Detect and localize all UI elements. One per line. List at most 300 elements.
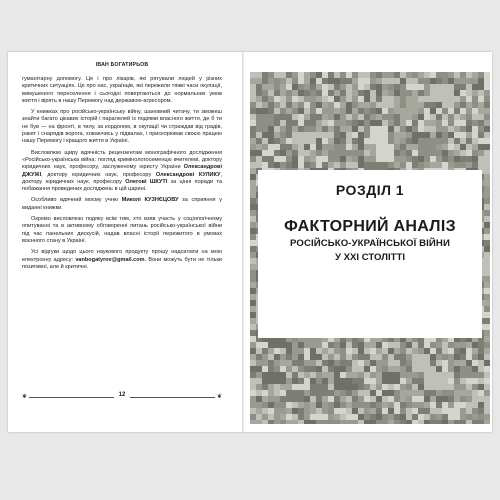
camo-pixel xyxy=(472,366,478,372)
camo-pixel xyxy=(442,114,448,120)
camo-pixel xyxy=(424,90,430,96)
camo-pixel xyxy=(454,126,460,132)
camo-pixel xyxy=(448,78,454,84)
camo-pixel xyxy=(352,108,358,114)
camo-pixel xyxy=(250,168,256,174)
paragraph-text: за сприяння у виданні книжки. xyxy=(22,197,222,211)
camo-pixel xyxy=(304,354,310,360)
camo-pixel xyxy=(358,72,364,78)
camo-pixel xyxy=(280,126,286,132)
camo-pixel xyxy=(304,420,310,424)
camo-pixel xyxy=(340,348,346,354)
camo-pixel xyxy=(370,402,376,408)
camo-pixel xyxy=(316,408,322,414)
camo-pixel xyxy=(388,162,394,168)
camo-pixel xyxy=(460,102,466,108)
camo-pixel xyxy=(484,234,490,240)
camo-pixel xyxy=(358,78,364,84)
camo-pixel xyxy=(286,126,292,132)
camo-pixel xyxy=(304,114,310,120)
camo-pixel xyxy=(448,348,454,354)
camo-pixel xyxy=(382,414,388,420)
camo-pixel xyxy=(400,366,406,372)
camo-pixel xyxy=(250,342,256,348)
camo-pixel xyxy=(472,132,478,138)
camo-blob xyxy=(310,384,328,396)
camo-pixel xyxy=(250,150,256,156)
camo-pixel xyxy=(364,150,370,156)
camo-pixel xyxy=(274,144,280,150)
camo-pixel xyxy=(436,114,442,120)
camo-pixel xyxy=(442,402,448,408)
camo-pixel xyxy=(322,126,328,132)
camo-pixel xyxy=(400,78,406,84)
camo-pixel xyxy=(298,102,304,108)
camo-pixel xyxy=(394,348,400,354)
camo-pixel xyxy=(262,402,268,408)
camo-pixel xyxy=(292,150,298,156)
camo-pixel xyxy=(262,384,268,390)
camo-pixel xyxy=(460,162,466,168)
camo-pixel xyxy=(412,126,418,132)
camo-pixel xyxy=(352,396,358,402)
camo-pixel xyxy=(376,396,382,402)
camo-pixel xyxy=(364,414,370,420)
camo-pixel xyxy=(292,360,298,366)
camo-pixel xyxy=(364,102,370,108)
camo-pixel xyxy=(478,384,484,390)
camo-pixel xyxy=(262,342,268,348)
camo-pixel xyxy=(394,162,400,168)
camo-pixel xyxy=(286,420,292,424)
camo-pixel xyxy=(448,360,454,366)
camo-pixel xyxy=(316,348,322,354)
camo-pixel xyxy=(364,366,370,372)
camo-pixel xyxy=(400,348,406,354)
camo-pixel xyxy=(322,96,328,102)
paragraph-text: Висловлюю щиру вдячність рецензентам монографічного дослідження «Російсько-українська війна: погляд кримінологосеменцю вчителеві, доктору юридичних наук, професору, заслуженому юристу України xyxy=(22,149,222,171)
camo-pixel xyxy=(292,144,298,150)
camo-pixel xyxy=(442,360,448,366)
camo-pixel xyxy=(382,366,388,372)
camo-pixel xyxy=(370,78,376,84)
camo-pixel xyxy=(328,378,334,384)
camo-pixel xyxy=(334,138,340,144)
camo-pixel xyxy=(466,360,472,366)
camo-pixel xyxy=(388,384,394,390)
camo-pixel xyxy=(412,156,418,162)
camo-pixel xyxy=(286,360,292,366)
camo-pixel xyxy=(394,390,400,396)
camo-pixel xyxy=(466,420,472,424)
camo-pixel xyxy=(430,102,436,108)
camo-pixel xyxy=(448,366,454,372)
camo-pixel xyxy=(328,96,334,102)
camo-pixel xyxy=(250,318,256,324)
camo-pixel xyxy=(274,120,280,126)
camo-pixel xyxy=(256,78,262,84)
camo-pixel xyxy=(358,96,364,102)
page-number: 12 xyxy=(114,392,130,398)
camo-pixel xyxy=(400,420,406,424)
camo-pixel xyxy=(346,402,352,408)
camo-pixel xyxy=(436,360,442,366)
camo-pixel xyxy=(376,84,382,90)
camo-pixel xyxy=(316,366,322,372)
camo-pixel xyxy=(328,342,334,348)
camo-pixel xyxy=(454,360,460,366)
camo-pixel xyxy=(484,252,490,258)
camo-pixel xyxy=(298,372,304,378)
camo-pixel xyxy=(364,96,370,102)
camo-pixel xyxy=(310,396,316,402)
chapter-title-line-3: У XXI СТОЛІТТІ xyxy=(334,252,406,263)
camo-pixel xyxy=(346,132,352,138)
camo-pixel xyxy=(358,414,364,420)
camo-pixel xyxy=(376,342,382,348)
camo-pixel xyxy=(316,108,322,114)
camo-pixel xyxy=(346,150,352,156)
camo-pixel xyxy=(340,114,346,120)
camo-pixel xyxy=(358,102,364,108)
camo-pixel xyxy=(268,402,274,408)
camo-pixel xyxy=(298,156,304,162)
camo-pixel xyxy=(328,108,334,114)
camo-pixel xyxy=(292,420,298,424)
camo-pixel xyxy=(412,72,418,78)
camo-pixel xyxy=(466,348,472,354)
camo-pixel xyxy=(274,90,280,96)
camo-pixel xyxy=(478,120,484,126)
camo-pixel xyxy=(328,354,334,360)
camo-pixel xyxy=(412,78,418,84)
camo-pixel xyxy=(322,354,328,360)
camo-pixel xyxy=(292,102,298,108)
camo-pixel xyxy=(250,354,256,360)
camo-pixel xyxy=(346,84,352,90)
camo-pixel xyxy=(256,378,262,384)
camo-pixel xyxy=(292,78,298,84)
camo-pixel xyxy=(472,150,478,156)
camo-pixel xyxy=(418,156,424,162)
camo-pixel xyxy=(460,84,466,90)
camo-pixel xyxy=(418,420,424,424)
camo-pixel xyxy=(460,90,466,96)
camo-pixel xyxy=(454,84,460,90)
camo-pixel xyxy=(454,78,460,84)
camo-pixel xyxy=(370,390,376,396)
camo-pixel xyxy=(316,156,322,162)
camo-pixel xyxy=(292,90,298,96)
camo-pixel xyxy=(298,114,304,120)
camo-pixel xyxy=(310,108,316,114)
camo-pixel xyxy=(424,78,430,84)
camo-pixel xyxy=(370,150,376,156)
camo-pixel xyxy=(376,354,382,360)
camo-pixel xyxy=(322,150,328,156)
camo-pixel xyxy=(322,378,328,384)
camo-pixel xyxy=(334,144,340,150)
camo-pixel xyxy=(310,144,316,150)
camo-pixel xyxy=(298,378,304,384)
camo-pixel xyxy=(316,78,322,84)
camo-pixel xyxy=(418,348,424,354)
camo-pixel xyxy=(382,78,388,84)
camo-pixel xyxy=(310,78,316,84)
camo-pixel xyxy=(382,84,388,90)
camo-pixel xyxy=(262,348,268,354)
chapter-title-line-1: ФАКТОРНИЙ АНАЛІЗ xyxy=(284,218,456,235)
camo-pixel xyxy=(274,408,280,414)
camo-pixel xyxy=(376,108,382,114)
camo-pixel xyxy=(274,384,280,390)
camo-pixel xyxy=(448,102,454,108)
camo-pixel xyxy=(466,114,472,120)
camo-pixel xyxy=(304,90,310,96)
camo-pixel xyxy=(484,288,490,294)
camo-pixel xyxy=(412,420,418,424)
camo-pixel xyxy=(310,378,316,384)
camo-pixel xyxy=(454,150,460,156)
camo-pixel xyxy=(484,348,490,354)
paragraph xyxy=(22,109,222,145)
camo-pixel xyxy=(466,72,472,78)
camo-pixel xyxy=(268,90,274,96)
camo-pixel xyxy=(418,90,424,96)
camo-pixel xyxy=(436,402,442,408)
camo-pixel xyxy=(370,144,376,150)
camo-pixel xyxy=(460,378,466,384)
camo-pixel xyxy=(406,90,412,96)
camo-pixel xyxy=(268,360,274,366)
camo-pixel xyxy=(394,360,400,366)
camo-pixel xyxy=(292,372,298,378)
camo-pixel xyxy=(352,114,358,120)
camo-pixel xyxy=(388,348,394,354)
camo-pixel xyxy=(286,90,292,96)
running-head: ІВАН БОГАТИРЬОВ xyxy=(95,62,149,68)
camo-pixel xyxy=(262,150,268,156)
camo-pixel xyxy=(274,402,280,408)
camo-pixel xyxy=(292,162,298,168)
camo-pixel xyxy=(436,162,442,168)
camo-pixel xyxy=(274,150,280,156)
camo-pixel xyxy=(310,114,316,120)
camo-pixel xyxy=(430,414,436,420)
camo-pixel xyxy=(454,120,460,126)
camo-pixel xyxy=(394,366,400,372)
body-text xyxy=(22,76,222,271)
camo-pixel xyxy=(448,408,454,414)
camo-pixel xyxy=(430,132,436,138)
camo-pixel xyxy=(418,78,424,84)
chapter-title-line-2: РОСІЙСЬКО-УКРАЇНСЬКОЇ ВІЙНИ xyxy=(290,238,450,249)
camo-pixel xyxy=(352,360,358,366)
camo-pixel xyxy=(466,408,472,414)
camo-pixel xyxy=(364,372,370,378)
camo-pixel xyxy=(466,366,472,372)
camo-pixel xyxy=(250,132,256,138)
camo-pixel xyxy=(298,366,304,372)
camo-pixel xyxy=(484,360,490,366)
camo-pixel xyxy=(262,408,268,414)
camo-pixel xyxy=(340,120,346,126)
camo-pixel xyxy=(346,108,352,114)
camo-pixel xyxy=(304,144,310,150)
camo-pixel xyxy=(250,336,256,342)
camo-pixel xyxy=(340,84,346,90)
camo-pixel xyxy=(424,72,430,78)
camo-pixel xyxy=(268,162,274,168)
paragraph-text: Усі відгуки щодо цього наукового продукту прошу надсилати на мою електронну адресу: xyxy=(22,249,222,263)
camo-pixel xyxy=(412,348,418,354)
camo-pixel xyxy=(256,96,262,102)
camo-pixel xyxy=(322,366,328,372)
camo-pixel xyxy=(298,120,304,126)
camo-pixel xyxy=(436,132,442,138)
camo-pixel xyxy=(286,402,292,408)
camo-pixel xyxy=(316,114,322,120)
camo-pixel xyxy=(274,78,280,84)
camo-pixel xyxy=(304,150,310,156)
camo-pixel xyxy=(358,150,364,156)
camo-pixel xyxy=(268,390,274,396)
camo-pixel xyxy=(388,108,394,114)
camo-pixel xyxy=(304,84,310,90)
camo-pixel xyxy=(376,78,382,84)
camo-pixel xyxy=(478,126,484,132)
camo-pixel xyxy=(334,108,340,114)
camo-pixel xyxy=(322,84,328,90)
camo-pixel xyxy=(256,150,262,156)
page-footer xyxy=(22,392,222,402)
camo-pixel xyxy=(484,108,490,114)
camo-pixel xyxy=(250,264,256,270)
camo-pixel xyxy=(466,156,472,162)
camo-pixel xyxy=(292,72,298,78)
camo-pixel xyxy=(352,414,358,420)
camo-pixel xyxy=(322,396,328,402)
camo-pixel xyxy=(286,372,292,378)
camo-pixel xyxy=(274,396,280,402)
camo-pixel xyxy=(304,360,310,366)
camo-pixel xyxy=(436,420,442,424)
camo-pixel xyxy=(322,90,328,96)
camo-pixel xyxy=(400,342,406,348)
camo-pixel xyxy=(454,162,460,168)
paragraph-text: . Вони можуть бути не тільки позитивні, але й критичні. xyxy=(22,256,223,270)
camo-pixel xyxy=(448,420,454,424)
camo-pixel xyxy=(322,72,328,78)
camo-pixel xyxy=(304,102,310,108)
camo-pixel xyxy=(280,72,286,78)
camo-pixel xyxy=(400,408,406,414)
camo-pixel xyxy=(274,84,280,90)
camo-pixel xyxy=(424,102,430,108)
camo-pixel xyxy=(250,324,256,330)
camo-pixel xyxy=(250,246,256,252)
camo-pixel xyxy=(430,408,436,414)
camo-pixel xyxy=(250,414,256,420)
camo-pixel xyxy=(394,126,400,132)
camo-pixel xyxy=(280,102,286,108)
camo-pixel xyxy=(466,162,472,168)
left-page xyxy=(22,62,222,422)
camo-pixel xyxy=(430,156,436,162)
camo-pixel xyxy=(484,276,490,282)
camo-pixel xyxy=(292,108,298,114)
camo-pixel xyxy=(388,420,394,424)
camo-pixel xyxy=(472,120,478,126)
camo-pixel xyxy=(418,384,424,390)
camo-pixel xyxy=(442,414,448,420)
camo-blob xyxy=(328,150,340,162)
book-gutter xyxy=(242,52,244,432)
camo-pixel xyxy=(250,420,256,424)
camo-pixel xyxy=(400,84,406,90)
camo-pixel xyxy=(400,132,406,138)
camo-pixel xyxy=(376,414,382,420)
camo-pixel xyxy=(382,354,388,360)
camo-pixel xyxy=(388,360,394,366)
camo-blob xyxy=(400,90,406,108)
camo-pixel xyxy=(442,390,448,396)
camo-pixel xyxy=(280,120,286,126)
camo-pixel xyxy=(418,402,424,408)
camo-pixel xyxy=(310,348,316,354)
camo-pixel xyxy=(472,354,478,360)
camo-pixel xyxy=(286,108,292,114)
camo-pixel xyxy=(460,366,466,372)
camo-pixel xyxy=(364,342,370,348)
camo-blob xyxy=(454,402,460,420)
camo-pixel xyxy=(388,396,394,402)
camo-pixel xyxy=(454,354,460,360)
camo-pixel xyxy=(262,90,268,96)
camo-pixel xyxy=(304,162,310,168)
camo-pixel xyxy=(466,120,472,126)
camo-pixel xyxy=(340,402,346,408)
camo-pixel xyxy=(310,96,316,102)
camo-pixel xyxy=(358,348,364,354)
camo-pixel xyxy=(388,114,394,120)
camo-pixel xyxy=(274,126,280,132)
camo-pixel xyxy=(400,156,406,162)
camo-pixel xyxy=(484,90,490,96)
camo-blob xyxy=(412,342,418,348)
camo-pixel xyxy=(430,360,436,366)
camo-pixel xyxy=(358,120,364,126)
camo-pixel xyxy=(460,402,466,408)
camo-pixel xyxy=(298,420,304,424)
camo-pixel xyxy=(376,420,382,424)
camo-pixel xyxy=(358,84,364,90)
chapter-title-box xyxy=(258,170,482,338)
camo-pixel xyxy=(256,144,262,150)
camo-pixel xyxy=(436,342,442,348)
camo-pixel xyxy=(304,366,310,372)
camo-pixel xyxy=(388,390,394,396)
camo-pixel xyxy=(286,78,292,84)
camo-blob xyxy=(286,120,298,126)
camo-pixel xyxy=(310,72,316,78)
camo-pixel xyxy=(442,366,448,372)
camo-pixel xyxy=(358,420,364,424)
camo-pixel xyxy=(472,96,478,102)
camo-pixel xyxy=(484,102,490,108)
camo-pixel xyxy=(274,366,280,372)
camo-pixel xyxy=(250,276,256,282)
